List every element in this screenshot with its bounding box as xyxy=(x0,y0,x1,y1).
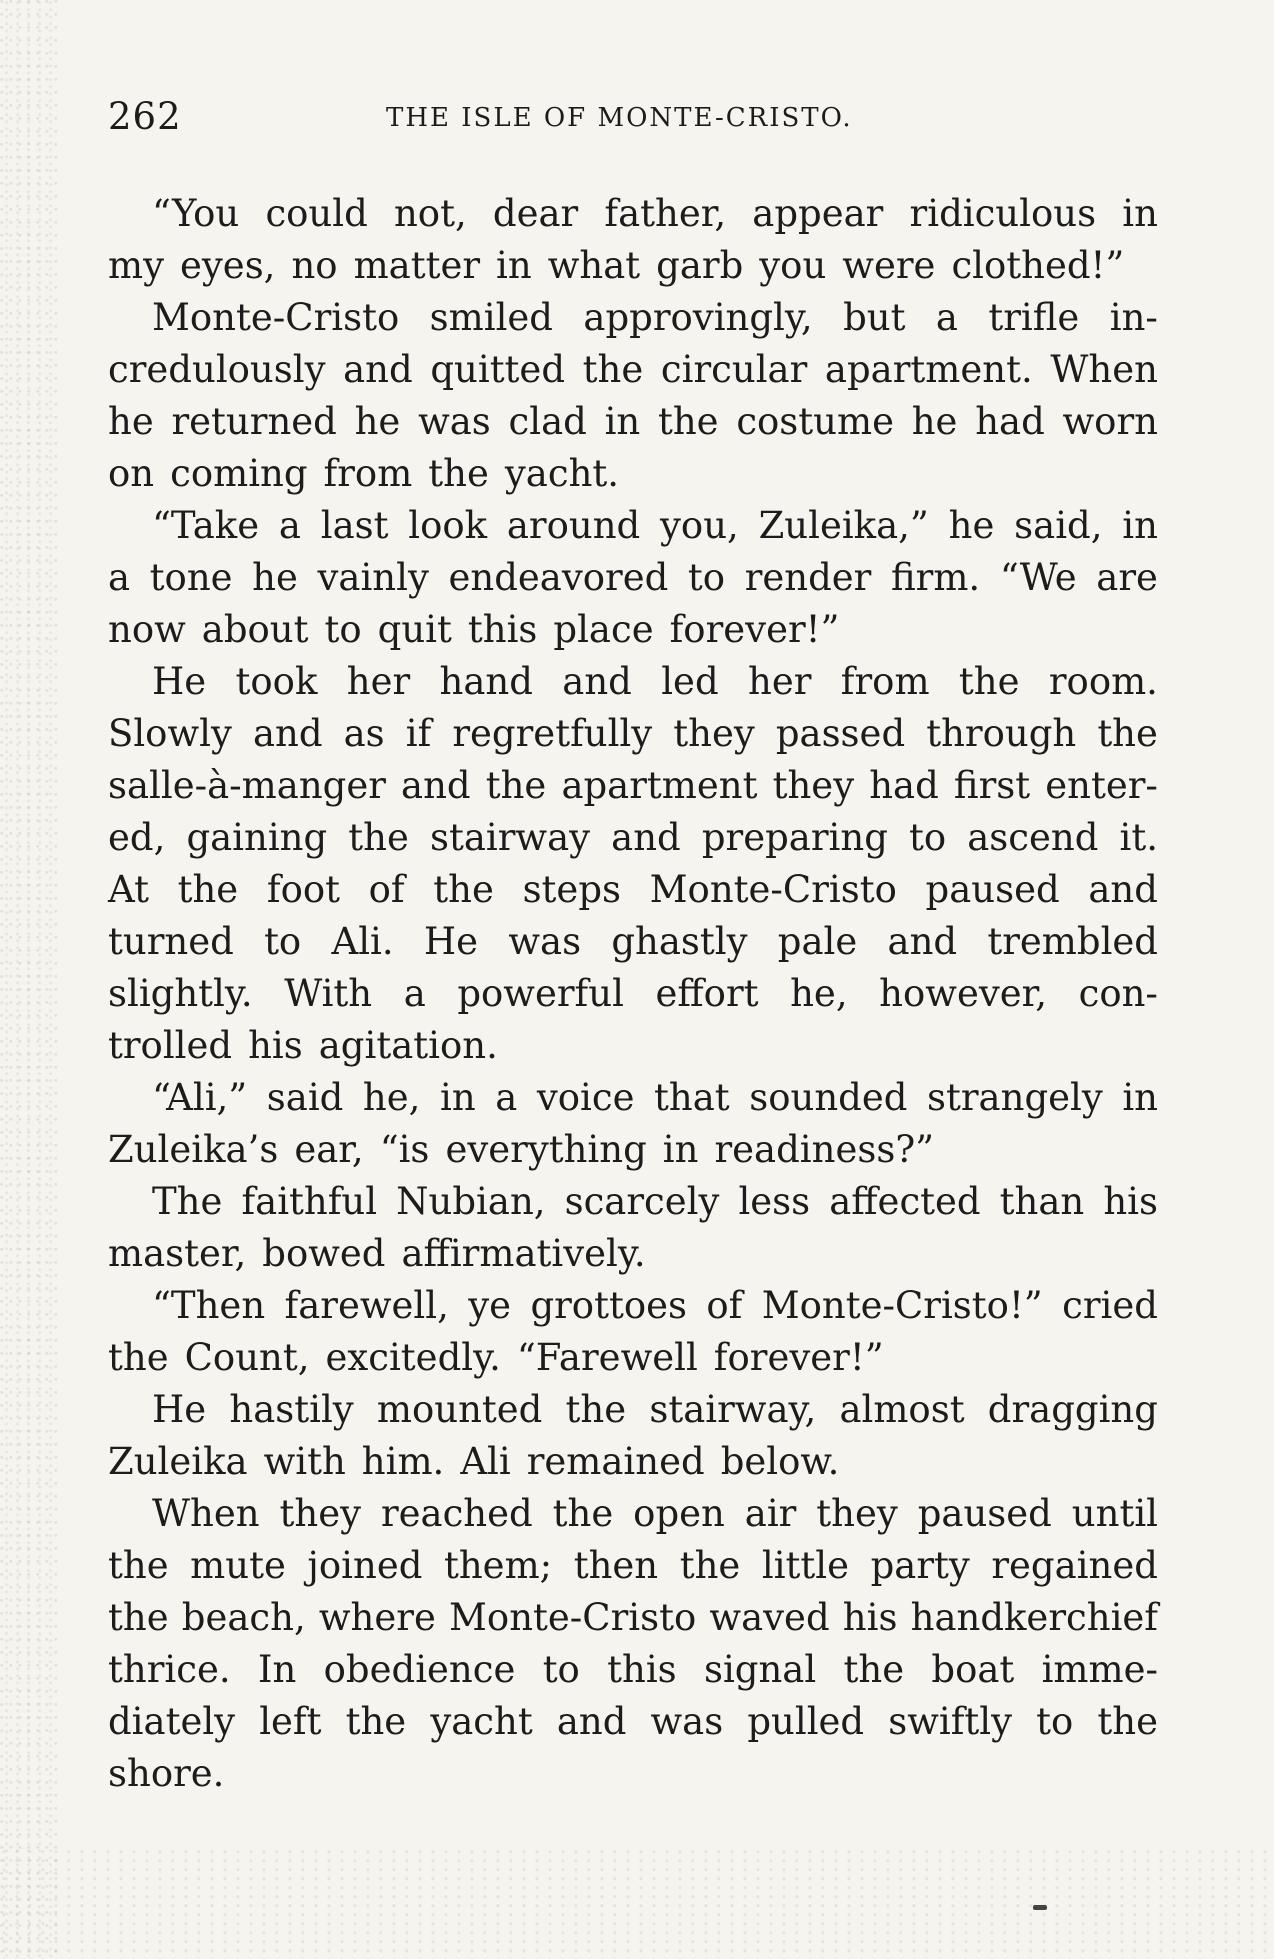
word: swiftly xyxy=(888,1700,1013,1743)
word: dragging xyxy=(987,1388,1158,1431)
word: until xyxy=(1071,1492,1158,1535)
word: a xyxy=(108,556,131,599)
text-line xyxy=(108,1176,1158,1228)
word: said xyxy=(266,1076,344,1119)
word: his xyxy=(842,1596,898,1639)
word: passed xyxy=(775,712,906,755)
word: in xyxy=(604,400,641,443)
word: clothed!” xyxy=(951,244,1125,287)
word: they xyxy=(279,1492,362,1535)
word: Nubian, xyxy=(396,1180,546,1223)
word: to xyxy=(1036,1700,1074,1743)
word: but xyxy=(843,296,906,339)
word: faithful xyxy=(241,1180,378,1223)
word: At xyxy=(108,868,149,911)
word: regained xyxy=(991,1544,1158,1587)
word: his xyxy=(1103,1180,1158,1223)
word: the xyxy=(345,1700,407,1743)
word: from xyxy=(323,452,413,495)
word: the xyxy=(433,868,494,911)
word: “Ali,” xyxy=(152,1076,248,1119)
word: approvingly, xyxy=(583,296,813,339)
word: my xyxy=(108,244,164,287)
word: and xyxy=(1088,868,1158,911)
word: a xyxy=(278,504,301,547)
word: “Farewell xyxy=(516,1336,698,1379)
word: they xyxy=(673,712,755,755)
word: a xyxy=(403,972,426,1015)
word: handkerchief xyxy=(910,1596,1158,1639)
text-line xyxy=(108,396,1158,448)
text-line xyxy=(108,188,1158,240)
word: less xyxy=(738,1180,811,1223)
word: foot xyxy=(266,868,340,911)
text-line xyxy=(108,1124,1158,1176)
word: he xyxy=(108,400,154,443)
word: to xyxy=(542,1648,580,1691)
word: the xyxy=(108,1596,169,1639)
word: the xyxy=(958,660,1020,703)
word: and xyxy=(562,660,632,703)
word: the xyxy=(843,1648,905,1691)
word: strangely xyxy=(927,1076,1103,1119)
text-line xyxy=(108,1592,1158,1644)
word: you, xyxy=(660,504,739,547)
word: stairway, xyxy=(649,1388,817,1431)
word: little xyxy=(761,1544,850,1587)
word: cried xyxy=(1062,1284,1158,1327)
word: effort xyxy=(655,972,759,1015)
word: The xyxy=(152,1180,223,1223)
word: grottoes xyxy=(530,1284,687,1327)
word: Ali xyxy=(460,1440,511,1483)
word: ye xyxy=(468,1284,512,1327)
word: affirmatively. xyxy=(401,1232,646,1275)
text-line xyxy=(108,292,1158,344)
word: eyes, xyxy=(180,244,276,287)
word: forever!” xyxy=(713,1336,884,1379)
word: everything xyxy=(445,1128,647,1171)
word: He xyxy=(152,660,207,703)
word: the xyxy=(679,1544,741,1587)
word: this xyxy=(467,608,538,651)
word: could xyxy=(265,192,368,235)
word: appear xyxy=(752,192,884,235)
word: bowed xyxy=(262,1232,386,1275)
word: with xyxy=(263,1440,346,1483)
word: garb xyxy=(656,244,744,287)
word: left xyxy=(259,1700,322,1743)
word: as xyxy=(343,712,385,755)
word: to xyxy=(324,608,362,651)
word: father, xyxy=(604,192,727,235)
word: matter xyxy=(353,244,481,287)
word: in xyxy=(1122,1076,1158,1119)
word: on xyxy=(108,452,155,495)
word: that xyxy=(654,1076,730,1119)
word: the xyxy=(428,452,489,495)
word: ed, xyxy=(108,816,166,859)
text-line xyxy=(108,1228,1158,1280)
word: his xyxy=(248,1024,303,1067)
word: and xyxy=(252,712,323,755)
text-line xyxy=(108,1644,1158,1696)
word: Count, xyxy=(184,1336,310,1379)
word: paused xyxy=(925,868,1060,911)
text-line xyxy=(108,656,1158,708)
ink-mark xyxy=(1033,1905,1047,1910)
word: the xyxy=(1097,1700,1158,1743)
word: powerful xyxy=(457,972,624,1015)
word: beach, xyxy=(181,1596,306,1639)
word: master, xyxy=(108,1232,247,1275)
page-number: 262 xyxy=(108,95,182,138)
text-line xyxy=(108,864,1158,916)
word: yacht xyxy=(430,1700,533,1743)
word: room. xyxy=(1048,660,1158,703)
word: Slowly xyxy=(108,712,232,755)
word: in- xyxy=(1109,296,1158,339)
word: credulously xyxy=(108,348,326,391)
word: scarcely xyxy=(564,1180,720,1223)
word: joined xyxy=(307,1544,423,1587)
word: below. xyxy=(720,1440,840,1483)
word: “You xyxy=(152,192,240,235)
word: He xyxy=(423,920,479,963)
word: however, xyxy=(879,972,1048,1015)
word: air xyxy=(744,1492,797,1535)
text-line xyxy=(108,968,1158,1020)
word: of xyxy=(368,868,405,911)
body-text xyxy=(108,188,1158,1800)
word: and xyxy=(401,764,471,807)
word: diately xyxy=(108,1700,236,1743)
word: “Take xyxy=(152,504,260,547)
word: hand xyxy=(439,660,533,703)
text-line xyxy=(108,344,1158,396)
word: affected xyxy=(829,1180,981,1223)
word: mounted xyxy=(376,1388,543,1431)
word: the xyxy=(552,1492,614,1535)
word: and xyxy=(611,816,681,859)
word: Monte-Cristo xyxy=(152,296,400,339)
word: the xyxy=(485,764,547,807)
word: in xyxy=(439,1076,476,1119)
word: stairway xyxy=(430,816,591,859)
word: sounded xyxy=(749,1076,908,1119)
word: “Then xyxy=(152,1284,266,1327)
word: trembled xyxy=(987,920,1158,963)
word: paused xyxy=(917,1492,1052,1535)
text-line xyxy=(108,916,1158,968)
word: pulled xyxy=(747,1700,865,1743)
word: enter- xyxy=(1045,764,1158,807)
word: led xyxy=(661,660,719,703)
word: forever!” xyxy=(669,608,840,651)
word: place xyxy=(553,608,654,651)
word: look xyxy=(408,504,488,547)
word: the xyxy=(348,816,409,859)
word: Zuleika’s xyxy=(108,1128,279,1171)
word: pale xyxy=(777,920,858,963)
word: was xyxy=(650,1700,724,1743)
word: ghastly xyxy=(611,920,748,963)
word: he, xyxy=(790,972,848,1015)
word: through xyxy=(926,712,1077,755)
word: apartment xyxy=(561,764,758,807)
word: if xyxy=(405,712,432,755)
scan-edge-left xyxy=(0,0,60,1959)
word: the xyxy=(582,348,644,391)
word: were xyxy=(842,244,936,287)
word: regretfully xyxy=(452,712,653,755)
word: and xyxy=(343,348,413,391)
word: them; xyxy=(443,1544,553,1587)
word: In xyxy=(257,1648,297,1691)
word: around xyxy=(506,504,641,547)
word: waved xyxy=(709,1596,830,1639)
word: to xyxy=(909,816,947,859)
text-line xyxy=(108,448,1158,500)
word: he xyxy=(948,504,995,547)
word: it. xyxy=(1119,816,1158,859)
word: vainly xyxy=(317,556,429,599)
text-line xyxy=(108,500,1158,552)
word: a xyxy=(495,1076,518,1119)
word: shore. xyxy=(108,1752,225,1795)
word: than xyxy=(999,1180,1085,1223)
word: ridiculous xyxy=(909,192,1097,235)
word: smiled xyxy=(429,296,553,339)
word: are xyxy=(1096,556,1158,599)
text-line xyxy=(108,1072,1158,1124)
word: was xyxy=(508,920,582,963)
word: in xyxy=(1122,504,1158,547)
word: him. xyxy=(361,1440,445,1483)
word: con- xyxy=(1078,972,1158,1015)
word: ear, xyxy=(294,1128,364,1171)
word: firm. xyxy=(890,556,981,599)
word: hastily xyxy=(229,1388,354,1431)
word: he, xyxy=(362,1076,421,1119)
word: circular xyxy=(660,348,808,391)
word: they xyxy=(772,764,855,807)
word: yacht. xyxy=(504,452,620,495)
text-line xyxy=(108,1540,1158,1592)
word: not, xyxy=(393,192,467,235)
word: last xyxy=(320,504,389,547)
text-line xyxy=(108,1332,1158,1384)
word: in xyxy=(496,244,532,287)
scan-edge-bottom xyxy=(0,1849,1274,1959)
word: Zuleika,” xyxy=(758,504,929,547)
word: apartment. xyxy=(824,348,1033,391)
text-line xyxy=(108,604,1158,656)
text-line xyxy=(108,1280,1158,1332)
word: dear xyxy=(492,192,579,235)
word: he xyxy=(252,556,298,599)
word: about xyxy=(201,608,309,651)
word: reached xyxy=(380,1492,533,1535)
text-line xyxy=(108,1488,1158,1540)
word: Monte-Cristo!” xyxy=(761,1284,1043,1327)
word: almost xyxy=(839,1388,965,1431)
word: coming xyxy=(170,452,308,495)
text-line xyxy=(108,1020,1158,1072)
word: said, xyxy=(1014,504,1103,547)
word: in xyxy=(662,1128,699,1171)
word: had xyxy=(869,764,939,807)
word: ascend xyxy=(967,816,1099,859)
word: the xyxy=(108,1336,169,1379)
text-line xyxy=(108,1696,1158,1748)
running-head: THE ISLE OF MONTE-CRISTO. xyxy=(386,103,853,133)
word: agitation. xyxy=(318,1024,498,1067)
word: from xyxy=(840,660,930,703)
word: gaining xyxy=(186,816,328,859)
word: took xyxy=(235,660,318,703)
word: trolled xyxy=(108,1024,233,1067)
word: her xyxy=(346,660,411,703)
word: turned xyxy=(108,920,234,963)
word: no xyxy=(291,244,338,287)
word: Ali. xyxy=(331,920,394,963)
word: With xyxy=(284,972,373,1015)
word: Monte-Cristo xyxy=(649,868,897,911)
word: what xyxy=(547,244,641,287)
word: steps xyxy=(522,868,621,911)
word: and xyxy=(556,1700,627,1743)
word: you xyxy=(759,244,827,287)
word: to xyxy=(687,556,726,599)
word: quitted xyxy=(430,348,566,391)
word: endeavored xyxy=(448,556,669,599)
text-line xyxy=(108,1748,1158,1800)
word: the xyxy=(657,400,719,443)
word: mute xyxy=(190,1544,286,1587)
word: a xyxy=(935,296,958,339)
word: this xyxy=(607,1648,677,1691)
word: excitedly. xyxy=(325,1336,501,1379)
word: “is xyxy=(379,1128,430,1171)
word: imme- xyxy=(1041,1648,1158,1691)
word: trifle xyxy=(988,296,1080,339)
word: was xyxy=(418,400,491,443)
word: now xyxy=(108,608,186,651)
word: quit xyxy=(377,608,452,651)
word: farewell, xyxy=(284,1284,449,1327)
word: her xyxy=(748,660,812,703)
word: He xyxy=(152,1388,207,1431)
word: clad xyxy=(508,400,587,443)
word: the xyxy=(177,868,239,911)
word: of xyxy=(706,1284,743,1327)
word: Monte-Cristo xyxy=(449,1596,697,1639)
text-line xyxy=(108,240,1158,292)
word: to xyxy=(264,920,302,963)
word: they xyxy=(816,1492,898,1535)
word: boat xyxy=(931,1648,1015,1691)
word: voice xyxy=(536,1076,635,1119)
page-header xyxy=(108,92,1158,142)
word: When xyxy=(152,1492,260,1535)
word: where xyxy=(318,1596,436,1639)
text-line xyxy=(108,708,1158,760)
word: “We xyxy=(999,556,1077,599)
word: the xyxy=(565,1388,627,1431)
word: he xyxy=(911,400,958,443)
word: thrice. xyxy=(108,1648,231,1691)
word: When xyxy=(1050,348,1158,391)
word: readiness?” xyxy=(714,1128,935,1171)
word: remained xyxy=(526,1440,705,1483)
word: first xyxy=(953,764,1031,807)
word: open xyxy=(633,1492,725,1535)
word: and xyxy=(887,920,958,963)
word: had xyxy=(975,400,1045,443)
word: the xyxy=(108,1544,169,1587)
word: worn xyxy=(1062,400,1158,443)
text-line xyxy=(108,1436,1158,1488)
text-line xyxy=(108,552,1158,604)
text-line xyxy=(108,1384,1158,1436)
word: preparing xyxy=(701,816,888,859)
word: obedience xyxy=(323,1648,516,1691)
word: slightly. xyxy=(108,972,253,1015)
word: signal xyxy=(703,1648,817,1691)
word: in xyxy=(1122,192,1158,235)
word: then xyxy=(573,1544,659,1587)
word: render xyxy=(744,556,872,599)
text-line xyxy=(108,760,1158,812)
word: Zuleika xyxy=(108,1440,248,1483)
word: party xyxy=(870,1544,970,1587)
word: salle-à-manger xyxy=(108,764,386,807)
text-line xyxy=(108,812,1158,864)
word: tone xyxy=(149,556,233,599)
word: returned xyxy=(171,400,337,443)
word: the xyxy=(1097,712,1158,755)
word: he xyxy=(354,400,401,443)
word: costume xyxy=(736,400,894,443)
